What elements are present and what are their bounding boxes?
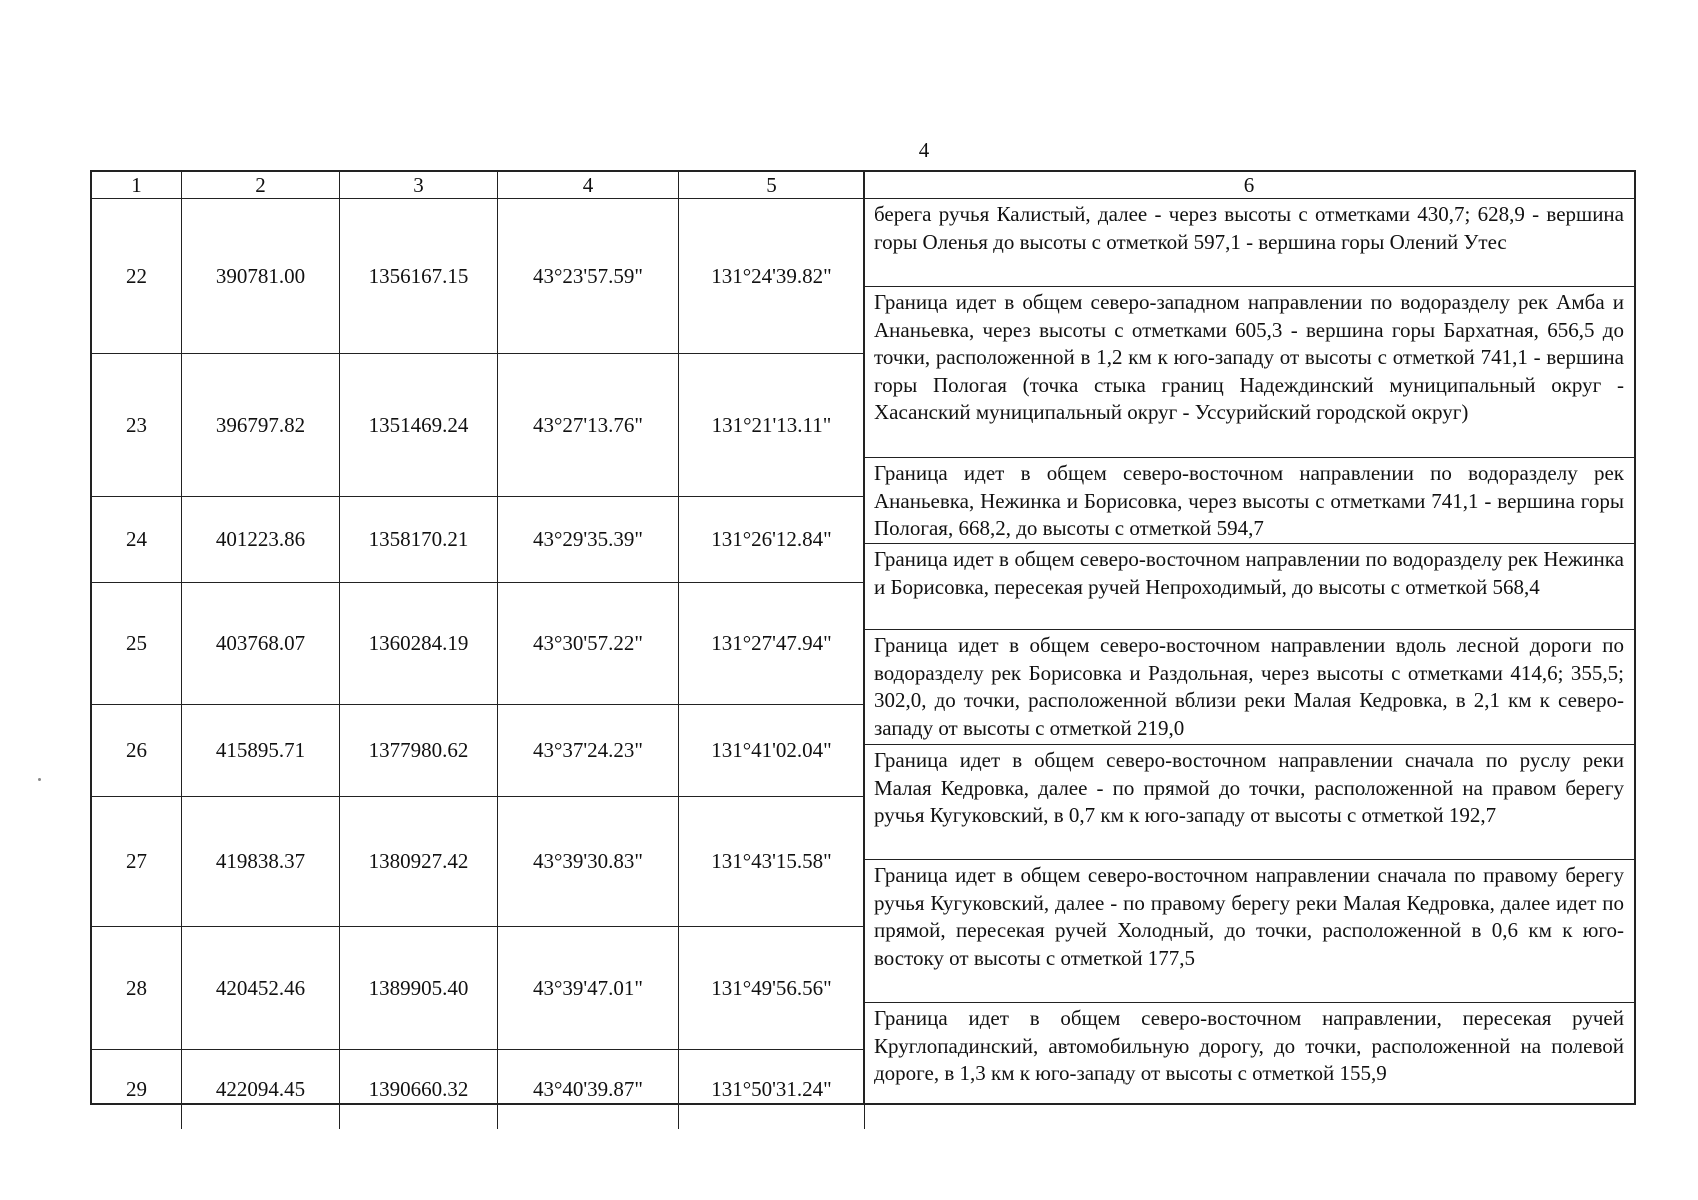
latitude: 43°29'35.39" (498, 497, 679, 583)
column-header-4: 4 (498, 172, 679, 199)
scan-artifact (38, 778, 41, 781)
boundary-description: Граница идет в общем северо-западном направлении по водоразделу рек Амба и Ананьевка, через высоты с отметками 605,3 - вершина горы Бархатная, 656,5 до точки, расположенной в 1,2 км к юго-западу от высоты с отметкой 741,1 - вершина горы Пологая (точка стыка границ Надеждинский муниципальный округ - Хасанский муниципальный округ - Уссурийский городской округ) (864, 287, 1634, 458)
point-number: 22 (92, 199, 182, 354)
coord-y: 1351469.24 (340, 354, 498, 497)
point-number: 25 (92, 583, 182, 705)
page-number: 4 (918, 138, 930, 162)
coord-y: 1356167.15 (340, 199, 498, 354)
point-number: 29 (92, 1050, 182, 1129)
boundary-description: берега ручья Калистый, далее - через высоты с отметками 430,7; 628,9 - вершина горы Оленья до высоты с отметкой 597,1 - вершина горы Олений Утес (864, 199, 1634, 287)
longitude: 131°43'15.58" (679, 797, 865, 927)
latitude: 43°30'57.22" (498, 583, 679, 705)
longitude: 131°21'13.11" (679, 354, 865, 497)
coord-x: 415895.71 (182, 705, 340, 797)
coord-x: 422094.45 (182, 1050, 340, 1129)
coord-x: 420452.46 (182, 927, 340, 1050)
boundary-description: Граница идет в общем северо-восточном направлении по водоразделу рек Нежинка и Борисовка, пересекая ручей Непроходимый, до высоты с отметкой 568,4 (864, 544, 1634, 630)
coord-x: 401223.86 (182, 497, 340, 583)
coord-x: 403768.07 (182, 583, 340, 705)
point-number: 27 (92, 797, 182, 927)
boundary-description: Граница идет в общем северо-восточном направлении по водоразделу рек Ананьевка, Нежинка и Борисовка, через высоты с отметками 741,1 - вершина горы Пологая, 668,2, до высоты с отметкой 594,7 (864, 458, 1634, 544)
longitude: 131°41'02.04" (679, 705, 865, 797)
coord-y: 1380927.42 (340, 797, 498, 927)
coord-y: 1377980.62 (340, 705, 498, 797)
longitude: 131°24'39.82" (679, 199, 865, 354)
coord-y: 1389905.40 (340, 927, 498, 1050)
boundary-description-column (863, 170, 1636, 1105)
latitude: 43°40'39.87" (498, 1050, 679, 1129)
column-header-2: 2 (182, 172, 340, 199)
latitude: 43°37'24.23" (498, 705, 679, 797)
latitude: 43°39'47.01" (498, 927, 679, 1050)
coord-x: 396797.82 (182, 354, 340, 497)
coord-x: 419838.37 (182, 797, 340, 927)
point-number: 23 (92, 354, 182, 497)
longitude: 131°50'31.24" (679, 1050, 865, 1129)
latitude: 43°39'30.83" (498, 797, 679, 927)
boundary-description: Граница идет в общем северо-восточном направлении сначала по правому берегу ручья Кугуковский, далее - по правому берегу реки Малая Кедровка, далее идет по прямой, пересекая ручей Холодный, до точки, расположенной в 0,6 км к юго-востоку от высоты с отметкой 177,5 (864, 860, 1634, 1003)
longitude: 131°49'56.56" (679, 927, 865, 1050)
column-header-6: 6 (864, 172, 1634, 199)
boundary-description: Граница идет в общем северо-восточном направлении вдоль лесной дороги по водоразделу рек Борисовка и Раздольная, через высоты с отметками 414,6; 355,5; 302,0, до точки, расположенной вблизи реки Малая Кедровка, в 2,1 км к северо-западу от высоты с отметкой 219,0 (864, 630, 1634, 745)
column-header-5: 5 (679, 172, 865, 199)
coordinates-table (90, 170, 863, 1105)
point-number: 28 (92, 927, 182, 1050)
latitude: 43°23'57.59" (498, 199, 679, 354)
latitude: 43°27'13.76" (498, 354, 679, 497)
coord-y: 1358170.21 (340, 497, 498, 583)
column-header-1: 1 (92, 172, 182, 199)
column-header-3: 3 (340, 172, 498, 199)
point-number: 26 (92, 705, 182, 797)
longitude: 131°27'47.94" (679, 583, 865, 705)
boundary-description: Граница идет в общем северо-восточном направлении сначала по руслу реки Малая Кедровка, далее - по прямой до точки, расположенной на правом берегу ручья Кугуковский, в 0,7 км к юго-западу от высоты с отметкой 192,7 (864, 745, 1634, 860)
point-number: 24 (92, 497, 182, 583)
coord-y: 1360284.19 (340, 583, 498, 705)
boundary-description: Граница идет в общем северо-восточном направлении, пересекая ручей Круглопадинский, автомобильную дорогу, до точки, расположенной на полевой дороге, в 1,3 км к юго-западу от высоты с отметкой 155,9 (874, 1006, 1624, 1086)
longitude: 131°26'12.84" (679, 497, 865, 583)
coord-y: 1390660.32 (340, 1050, 498, 1129)
coord-x: 390781.00 (182, 199, 340, 354)
